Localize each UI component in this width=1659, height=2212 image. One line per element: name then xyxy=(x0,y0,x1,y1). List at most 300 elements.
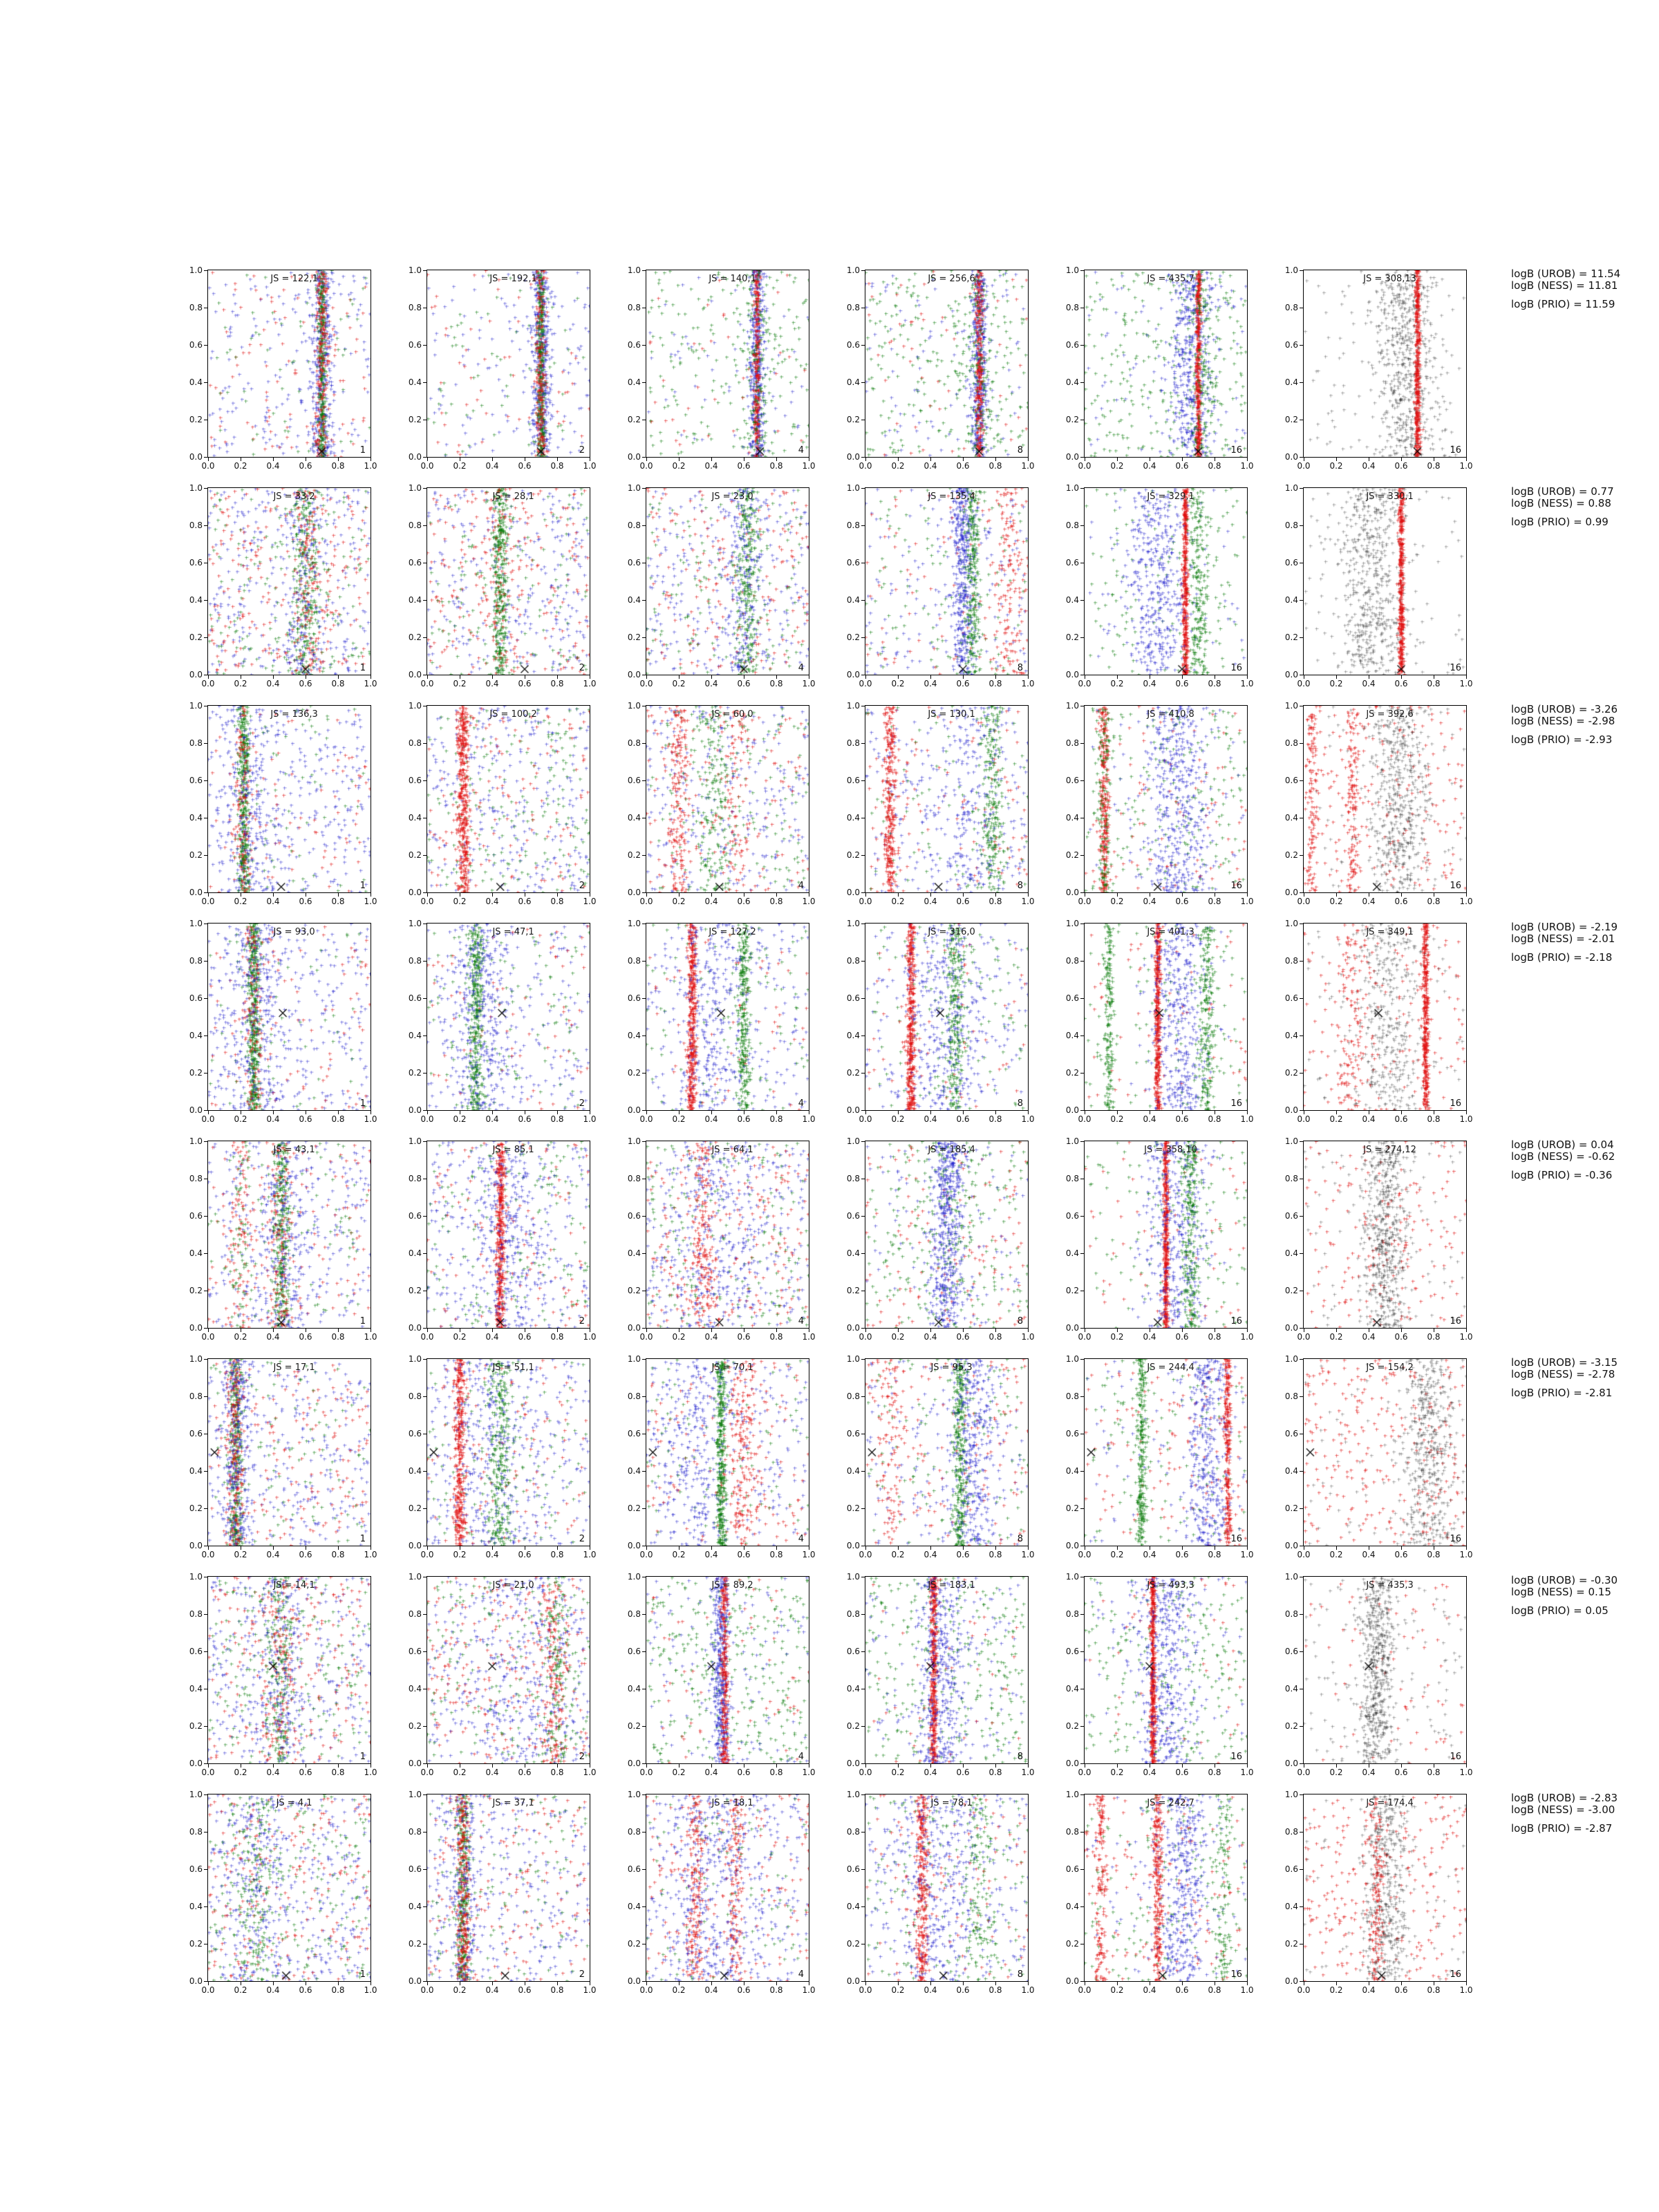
x-tick-label: 0.2 xyxy=(234,1332,247,1342)
subplot-r2c6 xyxy=(1284,483,1473,688)
y-tick-label: 0.0 xyxy=(1065,888,1079,897)
y-tick-label: 0.6 xyxy=(627,1211,641,1221)
y-tick-label: 0.0 xyxy=(627,1323,641,1333)
y-tick-mark xyxy=(204,1869,207,1870)
x-tick-label: 0.0 xyxy=(201,1768,215,1777)
y-tick-label: 0.8 xyxy=(1284,738,1298,748)
y-tick-mark xyxy=(861,1073,865,1074)
x-tick-label: 0.8 xyxy=(1208,679,1221,688)
y-tick-mark xyxy=(1080,1141,1084,1142)
x-tick-label: 0.0 xyxy=(639,897,653,906)
scatter-canvas xyxy=(427,1794,590,1981)
x-tick-label: 0.0 xyxy=(420,1114,434,1124)
x-tick-label: 1.0 xyxy=(583,1985,597,1995)
x-tick-label: 0.8 xyxy=(331,1768,345,1777)
y-tick-mark xyxy=(423,1073,427,1074)
y-tick-label: 0.4 xyxy=(627,1248,641,1258)
scatter-canvas xyxy=(646,706,809,892)
y-tick-mark xyxy=(423,1328,427,1329)
y-tick-label: 0.6 xyxy=(846,1429,860,1438)
y-tick-label: 0.4 xyxy=(189,1684,203,1694)
y-tick-label: 0.4 xyxy=(1065,1031,1079,1040)
scatter-canvas xyxy=(427,1577,590,1763)
y-tick-label: 0.8 xyxy=(1065,1827,1079,1837)
x-tick-label: 0.6 xyxy=(1175,461,1189,471)
x-tick-label: 0.0 xyxy=(201,1550,215,1559)
subplot-r8c1 xyxy=(189,1790,377,1995)
scatter-canvas xyxy=(1085,488,1247,675)
x-tick-label: 0.2 xyxy=(1329,461,1343,471)
y-tick-label: 0.2 xyxy=(1284,1068,1298,1078)
x-tick-label: 0.0 xyxy=(420,1332,434,1342)
x-tick-label: 0.4 xyxy=(1143,897,1156,906)
x-tick-label: 0.8 xyxy=(769,1985,783,1995)
x-tick-label: 1.0 xyxy=(1240,1985,1254,1995)
y-tick-label: 0.6 xyxy=(846,558,860,568)
y-tick-mark xyxy=(423,855,427,856)
y-tick-mark xyxy=(204,855,207,856)
y-tick-mark xyxy=(423,1763,427,1764)
subplot-r6c5 xyxy=(1065,1354,1254,1559)
y-tick-label: 0.6 xyxy=(189,1864,203,1874)
js-divergence-label: JS = 183,1 xyxy=(928,1580,975,1591)
x-tick-label: 0.0 xyxy=(420,461,434,471)
js-divergence-label: JS = 410,8 xyxy=(1147,709,1194,720)
scatter-canvas xyxy=(865,1577,1028,1763)
y-tick-label: 0.8 xyxy=(846,956,860,966)
y-tick-mark xyxy=(1300,855,1303,856)
x-tick-label: 1.0 xyxy=(1021,1114,1035,1124)
subplot-r3c5 xyxy=(1065,701,1254,906)
y-tick-mark xyxy=(642,1328,646,1329)
x-tick-label: 0.6 xyxy=(299,897,312,906)
y-tick-label: 0.6 xyxy=(408,558,422,568)
y-tick-mark xyxy=(1300,1073,1303,1074)
scatter-canvas xyxy=(646,270,809,457)
x-tick-label: 0.4 xyxy=(266,679,280,688)
logb-prio: logB (PRIO) = 0.05 xyxy=(1511,1604,1609,1617)
x-tick-label: 0.2 xyxy=(234,1114,247,1124)
logb-prio: logB (PRIO) = -2.81 xyxy=(1511,1387,1613,1399)
x-tick-label: 0.4 xyxy=(704,1768,718,1777)
logb-urob: logB (UROB) = 0.04 xyxy=(1511,1138,1614,1151)
y-tick-label: 0.6 xyxy=(1284,1647,1298,1656)
y-tick-mark xyxy=(642,525,646,526)
x-tick-label: 0.6 xyxy=(956,1985,970,1995)
y-tick-mark xyxy=(1300,1253,1303,1254)
logb-block-row3 xyxy=(1511,704,1659,746)
y-tick-mark xyxy=(1300,1359,1303,1360)
y-tick-mark xyxy=(1080,892,1084,893)
js-divergence-label: JS = 95,3 xyxy=(930,1362,973,1373)
y-tick-label: 0.8 xyxy=(408,303,422,312)
subplot-r3c3 xyxy=(627,701,816,906)
y-tick-label: 0.0 xyxy=(846,452,860,462)
y-tick-label: 0.2 xyxy=(408,632,422,642)
y-tick-label: 0.0 xyxy=(846,670,860,679)
y-tick-label: 1.0 xyxy=(1284,701,1298,711)
x-tick-label: 1.0 xyxy=(1021,679,1035,688)
y-tick-mark xyxy=(204,1981,207,1982)
scatter-canvas xyxy=(427,1141,590,1328)
chain-count-label: 4 xyxy=(798,445,804,456)
y-tick-mark xyxy=(1300,892,1303,893)
y-tick-mark xyxy=(1300,961,1303,962)
x-tick-label: 1.0 xyxy=(364,1985,377,1995)
scatter-canvas xyxy=(1304,1794,1466,1981)
y-tick-label: 0.2 xyxy=(408,1068,422,1078)
x-tick-label: 0.6 xyxy=(737,1550,751,1559)
y-tick-label: 0.4 xyxy=(408,1248,422,1258)
y-tick-mark xyxy=(1300,488,1303,489)
y-tick-label: 1.0 xyxy=(408,1354,422,1364)
chain-count-label: 16 xyxy=(1450,1534,1461,1544)
js-divergence-label: JS = 435,3 xyxy=(1366,1580,1414,1591)
scatter-canvas xyxy=(1085,1141,1247,1328)
y-tick-label: 0.0 xyxy=(408,888,422,897)
x-tick-label: 0.8 xyxy=(769,1114,783,1124)
x-tick-label: 0.2 xyxy=(891,897,905,906)
y-tick-mark xyxy=(1080,780,1084,781)
x-tick-label: 0.4 xyxy=(485,679,499,688)
x-tick-label: 1.0 xyxy=(583,1768,597,1777)
y-tick-label: 0.8 xyxy=(846,1827,860,1837)
x-tick-label: 1.0 xyxy=(1459,1768,1473,1777)
y-tick-label: 0.6 xyxy=(408,1647,422,1656)
x-tick-label: 0.6 xyxy=(1394,679,1408,688)
subplot-r1c4 xyxy=(846,265,1035,471)
y-tick-mark xyxy=(423,1614,427,1615)
x-tick-label: 0.6 xyxy=(956,679,970,688)
scatter-canvas xyxy=(646,1577,809,1763)
y-tick-mark xyxy=(423,892,427,893)
logb-ness: logB (NESS) = -2.78 xyxy=(1511,1368,1615,1380)
y-tick-mark xyxy=(861,457,865,458)
y-tick-mark xyxy=(1080,1328,1084,1329)
scatter-canvas xyxy=(865,1359,1028,1546)
logb-block-row4 xyxy=(1511,921,1659,964)
y-tick-label: 0.2 xyxy=(408,415,422,424)
js-divergence-label: JS = 60,0 xyxy=(711,709,753,720)
y-tick-label: 0.4 xyxy=(1284,1466,1298,1476)
y-tick-label: 0.6 xyxy=(1065,993,1079,1003)
y-tick-mark xyxy=(1300,637,1303,638)
y-tick-label: 0.8 xyxy=(627,1827,641,1837)
x-tick-label: 0.0 xyxy=(859,1114,872,1124)
y-tick-mark xyxy=(642,1396,646,1397)
y-tick-mark xyxy=(1080,382,1084,383)
y-tick-mark xyxy=(1300,345,1303,346)
y-tick-label: 0.0 xyxy=(1284,1976,1298,1986)
x-tick-label: 0.2 xyxy=(453,897,467,906)
y-tick-mark xyxy=(423,1396,427,1397)
y-tick-mark xyxy=(204,961,207,962)
x-tick-label: 0.2 xyxy=(453,679,467,688)
x-tick-label: 1.0 xyxy=(364,1114,377,1124)
y-tick-mark xyxy=(861,1794,865,1795)
y-tick-mark xyxy=(861,1359,865,1360)
x-tick-label: 0.0 xyxy=(1078,1114,1091,1124)
y-tick-mark xyxy=(1300,1396,1303,1397)
y-tick-label: 1.0 xyxy=(189,1790,203,1799)
y-tick-label: 1.0 xyxy=(189,265,203,275)
x-tick-label: 0.0 xyxy=(639,679,653,688)
chain-count-label: 4 xyxy=(798,1098,804,1109)
y-tick-label: 0.8 xyxy=(846,1391,860,1401)
y-tick-mark xyxy=(1080,1471,1084,1472)
y-tick-label: 0.6 xyxy=(627,1429,641,1438)
subplot-r5c3 xyxy=(627,1136,816,1342)
y-tick-label: 0.6 xyxy=(189,1429,203,1438)
y-tick-mark xyxy=(423,961,427,962)
y-tick-label: 0.2 xyxy=(189,1286,203,1295)
x-tick-label: 1.0 xyxy=(802,1768,816,1777)
x-tick-label: 0.0 xyxy=(201,897,215,906)
y-tick-label: 0.0 xyxy=(189,1323,203,1333)
x-tick-label: 0.6 xyxy=(299,461,312,471)
subplot-r1c5 xyxy=(1065,265,1254,471)
x-tick-label: 0.0 xyxy=(859,461,872,471)
y-tick-label: 0.8 xyxy=(1284,956,1298,966)
x-tick-label: 1.0 xyxy=(802,1332,816,1342)
x-tick-label: 0.8 xyxy=(331,1985,345,1995)
y-tick-mark xyxy=(642,1035,646,1036)
y-tick-mark xyxy=(642,1216,646,1217)
scatter-canvas xyxy=(208,706,371,892)
subplot-r8c6 xyxy=(1284,1790,1473,1995)
chain-count-label: 4 xyxy=(798,881,804,891)
y-tick-mark xyxy=(642,1832,646,1833)
y-tick-label: 1.0 xyxy=(189,483,203,493)
y-tick-label: 1.0 xyxy=(1065,701,1079,711)
x-tick-label: 0.8 xyxy=(550,1114,564,1124)
x-tick-label: 0.8 xyxy=(1208,1768,1221,1777)
js-divergence-label: JS = 256,6 xyxy=(928,274,975,284)
y-tick-label: 0.8 xyxy=(1284,1609,1298,1619)
y-tick-label: 1.0 xyxy=(1065,1572,1079,1582)
subplot-r4c4 xyxy=(846,919,1035,1124)
scatter-canvas xyxy=(646,1141,809,1328)
x-tick-label: 0.2 xyxy=(891,1550,905,1559)
y-tick-mark xyxy=(423,780,427,781)
y-tick-label: 0.6 xyxy=(1284,1864,1298,1874)
y-tick-label: 0.8 xyxy=(189,1174,203,1183)
y-tick-label: 0.2 xyxy=(189,1068,203,1078)
y-tick-label: 0.4 xyxy=(408,813,422,823)
y-tick-mark xyxy=(204,1726,207,1727)
y-tick-label: 0.0 xyxy=(189,452,203,462)
y-tick-label: 0.8 xyxy=(1284,1174,1298,1183)
js-divergence-label: JS = 21,0 xyxy=(492,1580,534,1591)
y-tick-mark xyxy=(1080,1869,1084,1870)
x-tick-label: 1.0 xyxy=(1021,1332,1035,1342)
logb-prio: logB (PRIO) = -2.18 xyxy=(1511,951,1613,964)
x-tick-label: 0.2 xyxy=(891,461,905,471)
y-tick-mark xyxy=(423,1508,427,1509)
y-tick-mark xyxy=(861,855,865,856)
y-tick-label: 0.2 xyxy=(1284,1939,1298,1949)
x-tick-label: 0.8 xyxy=(331,1550,345,1559)
y-tick-label: 0.8 xyxy=(189,956,203,966)
y-tick-label: 1.0 xyxy=(846,701,860,711)
x-tick-label: 1.0 xyxy=(802,679,816,688)
y-tick-mark xyxy=(423,1216,427,1217)
y-tick-label: 0.4 xyxy=(1284,813,1298,823)
y-tick-label: 0.2 xyxy=(627,850,641,860)
x-tick-label: 0.2 xyxy=(1110,679,1124,688)
chain-count-label: 16 xyxy=(1230,1752,1242,1762)
chain-count-label: 4 xyxy=(798,663,804,673)
y-tick-label: 0.4 xyxy=(408,1466,422,1476)
y-tick-mark xyxy=(204,525,207,526)
x-tick-label: 0.4 xyxy=(924,461,937,471)
y-tick-mark xyxy=(861,998,865,999)
y-tick-label: 0.4 xyxy=(846,1248,860,1258)
chain-count-label: 16 xyxy=(1450,1098,1461,1109)
y-tick-label: 0.0 xyxy=(1065,670,1079,679)
y-tick-label: 0.6 xyxy=(1284,340,1298,350)
x-tick-label: 0.2 xyxy=(1329,1768,1343,1777)
y-tick-label: 0.4 xyxy=(627,1684,641,1694)
x-tick-label: 0.4 xyxy=(266,1768,280,1777)
x-tick-label: 0.6 xyxy=(956,1114,970,1124)
subplot-r3c2 xyxy=(408,701,597,906)
y-tick-label: 0.4 xyxy=(408,377,422,387)
y-tick-label: 0.4 xyxy=(1065,813,1079,823)
y-tick-mark xyxy=(861,780,865,781)
chain-count-label: 1 xyxy=(359,1316,366,1327)
y-tick-label: 0.2 xyxy=(627,415,641,424)
y-tick-label: 0.6 xyxy=(846,1864,860,1874)
x-tick-label: 1.0 xyxy=(1459,897,1473,906)
js-divergence-label: JS = 37,1 xyxy=(492,1798,534,1808)
y-tick-label: 0.6 xyxy=(1284,993,1298,1003)
x-tick-label: 0.4 xyxy=(485,1114,499,1124)
x-tick-label: 0.6 xyxy=(518,897,532,906)
x-tick-label: 0.0 xyxy=(859,679,872,688)
y-tick-label: 1.0 xyxy=(627,701,641,711)
x-tick-label: 0.0 xyxy=(1297,679,1311,688)
x-tick-label: 0.6 xyxy=(956,1550,970,1559)
logb-block-row8 xyxy=(1511,1792,1659,1835)
subplot-r5c1 xyxy=(189,1136,377,1342)
x-tick-label: 1.0 xyxy=(583,679,597,688)
x-tick-label: 0.4 xyxy=(1143,1550,1156,1559)
js-divergence-label: JS = 64,1 xyxy=(711,1145,753,1155)
x-tick-label: 0.6 xyxy=(518,1332,532,1342)
y-tick-label: 0.0 xyxy=(408,1759,422,1768)
logb-ness: logB (NESS) = -2.01 xyxy=(1511,932,1615,945)
subplot-r4c2 xyxy=(408,919,597,1124)
y-tick-mark xyxy=(423,1471,427,1472)
subplot-r6c3 xyxy=(627,1354,816,1559)
js-divergence-label: JS = 316,0 xyxy=(928,927,975,937)
chain-count-label: 8 xyxy=(1017,1316,1023,1327)
x-tick-label: 0.4 xyxy=(485,1332,499,1342)
chain-count-label: 1 xyxy=(359,663,366,673)
y-tick-label: 0.2 xyxy=(846,1503,860,1513)
y-tick-label: 0.0 xyxy=(1065,1323,1079,1333)
y-tick-mark xyxy=(1300,270,1303,271)
y-tick-label: 0.0 xyxy=(846,888,860,897)
y-tick-mark xyxy=(642,1651,646,1652)
y-tick-mark xyxy=(423,1726,427,1727)
y-tick-label: 1.0 xyxy=(408,701,422,711)
x-tick-label: 0.6 xyxy=(518,1114,532,1124)
x-tick-label: 0.6 xyxy=(1175,1114,1189,1124)
y-tick-mark xyxy=(1300,1832,1303,1833)
y-tick-label: 1.0 xyxy=(1284,1572,1298,1582)
x-tick-label: 0.2 xyxy=(1110,1768,1124,1777)
y-tick-label: 0.4 xyxy=(1065,1466,1079,1476)
y-tick-label: 0.0 xyxy=(1284,452,1298,462)
x-tick-label: 1.0 xyxy=(583,1332,597,1342)
subplot-r3c6 xyxy=(1284,701,1473,906)
y-tick-label: 0.6 xyxy=(408,1429,422,1438)
y-tick-label: 0.2 xyxy=(846,1286,860,1295)
y-tick-label: 0.6 xyxy=(408,1211,422,1221)
x-tick-label: 1.0 xyxy=(1021,1768,1035,1777)
y-tick-mark xyxy=(423,637,427,638)
x-tick-label: 0.8 xyxy=(988,897,1002,906)
y-tick-mark xyxy=(1300,382,1303,383)
js-divergence-label: JS = 18,1 xyxy=(711,1798,753,1808)
scatter-canvas xyxy=(1085,706,1247,892)
y-tick-label: 0.2 xyxy=(1284,415,1298,424)
subplot-r8c4 xyxy=(846,1790,1035,1995)
scatter-canvas xyxy=(1304,924,1466,1110)
logb-urob: logB (UROB) = -3.26 xyxy=(1511,703,1618,715)
y-tick-label: 0.0 xyxy=(1284,1323,1298,1333)
y-tick-label: 0.6 xyxy=(1065,1211,1079,1221)
js-divergence-label: JS = 14,1 xyxy=(273,1580,315,1591)
js-divergence-label: JS = 435,7 xyxy=(1147,274,1194,284)
y-tick-mark xyxy=(861,270,865,271)
x-tick-label: 1.0 xyxy=(802,461,816,471)
y-tick-label: 0.8 xyxy=(408,738,422,748)
x-tick-label: 0.2 xyxy=(234,897,247,906)
scatter-canvas xyxy=(208,924,371,1110)
y-tick-mark xyxy=(861,743,865,744)
x-tick-label: 0.6 xyxy=(1394,897,1408,906)
x-tick-label: 0.6 xyxy=(737,1114,751,1124)
y-tick-label: 0.4 xyxy=(627,1902,641,1911)
chain-count-label: 8 xyxy=(1017,663,1023,673)
y-tick-label: 0.4 xyxy=(1065,1248,1079,1258)
y-tick-mark xyxy=(1080,1216,1084,1217)
x-tick-label: 0.6 xyxy=(518,1985,532,1995)
y-tick-label: 0.4 xyxy=(1284,595,1298,605)
y-tick-label: 0.0 xyxy=(189,1541,203,1550)
x-tick-label: 0.2 xyxy=(1329,679,1343,688)
logb-block-row5 xyxy=(1511,1139,1659,1181)
scatter-canvas xyxy=(865,488,1028,675)
y-tick-label: 0.2 xyxy=(627,1503,641,1513)
y-tick-label: 0.0 xyxy=(1284,888,1298,897)
y-tick-label: 0.6 xyxy=(1284,558,1298,568)
chain-count-label: 8 xyxy=(1017,1969,1023,1980)
x-tick-label: 0.0 xyxy=(201,1114,215,1124)
y-tick-label: 1.0 xyxy=(846,483,860,493)
x-tick-label: 0.6 xyxy=(1394,1768,1408,1777)
x-tick-label: 0.6 xyxy=(1175,679,1189,688)
y-tick-label: 0.4 xyxy=(846,813,860,823)
x-tick-label: 0.0 xyxy=(1078,1332,1091,1342)
y-tick-mark xyxy=(642,1359,646,1360)
y-tick-label: 0.4 xyxy=(1284,1902,1298,1911)
y-tick-label: 0.2 xyxy=(408,850,422,860)
y-tick-mark xyxy=(1080,1614,1084,1615)
